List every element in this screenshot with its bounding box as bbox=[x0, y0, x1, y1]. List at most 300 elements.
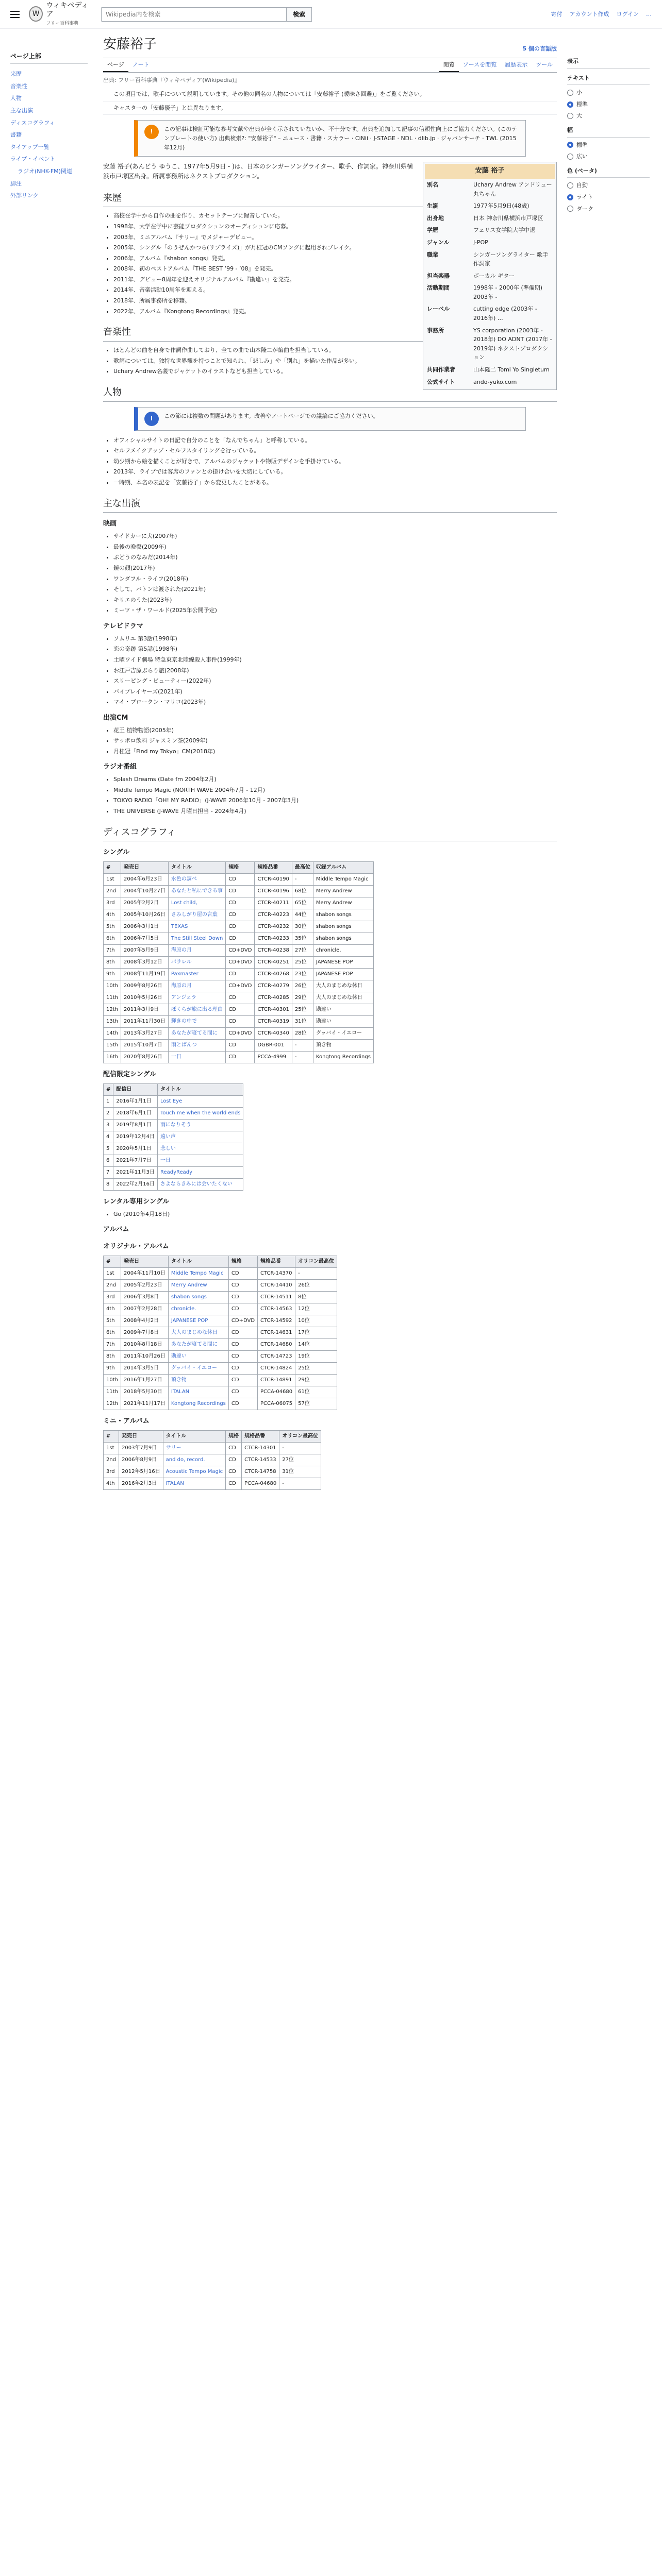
table-cell: 2020年5月1日 bbox=[113, 1143, 158, 1155]
film-item: • そして、バトンは渡された(2021年) bbox=[113, 585, 557, 594]
table-cell: 14th bbox=[104, 1028, 121, 1040]
table-cell: 2006年7月5日 bbox=[121, 933, 168, 945]
create-account-link[interactable]: アカウント作成 bbox=[569, 10, 609, 18]
radio-button[interactable] bbox=[567, 194, 573, 200]
table-cell: 65位 bbox=[292, 897, 313, 909]
table-cell: 7 bbox=[104, 1167, 113, 1179]
table-cell: CTCR-14511 bbox=[258, 1292, 295, 1303]
table-row bbox=[104, 992, 374, 1004]
main-content bbox=[103, 31, 557, 1493]
table-cell[interactable]: さみしがり屋の言葉 bbox=[168, 909, 225, 921]
table-cell: 14位 bbox=[295, 1339, 337, 1351]
table-cell: CD bbox=[226, 969, 255, 980]
table-cell: 頂き物 bbox=[313, 1040, 373, 1052]
list-item: • 2006年、アルバム『shabon songs』発売。 bbox=[113, 254, 557, 263]
table-cell: 8 bbox=[104, 1179, 113, 1191]
table-cell[interactable]: TEXAS bbox=[168, 921, 225, 933]
infobox-row bbox=[425, 179, 555, 200]
film-item: • ミーツ・ザ・ワールド(2025年公開予定) bbox=[113, 606, 557, 615]
table-cell: 2009年7月8日 bbox=[121, 1327, 168, 1339]
table-cell[interactable]: アンジェラ bbox=[168, 992, 225, 1004]
lead-paragraph: 安藤 裕子(あんどう ゆうこ、1977年5月9日 - )は、日本のシンガーソングライター、歌手、作詞家。神奈川県横浜市戸塚区出身。所属事務所はネクストプロダクション。 bbox=[103, 163, 413, 180]
table-header-cell: タイトル bbox=[168, 1256, 228, 1268]
table-cell: 1 bbox=[104, 1096, 113, 1108]
list-item: • 歌詞については、独特な世界観を持つことで知られ、「悲しみ」や「別れ」を描いた作品が多い。 bbox=[113, 357, 557, 366]
list-item: • 2003年、ミニアルバム『サリー』でメジャーデビュー。 bbox=[113, 233, 557, 242]
table-cell: - bbox=[292, 874, 313, 886]
table-cell: 31位 bbox=[279, 1466, 321, 1478]
table-cell: 17位 bbox=[295, 1327, 337, 1339]
table-cell: shabon songs bbox=[313, 921, 373, 933]
table-cell: 2020年8月26日 bbox=[121, 1052, 168, 1063]
option-color[interactable] bbox=[567, 181, 650, 190]
table-cell: 2005年2月2日 bbox=[121, 897, 168, 909]
tab-history[interactable]: 履歴表示 bbox=[505, 61, 528, 69]
table-cell: 2008年11月19日 bbox=[121, 969, 168, 980]
color-heading: 色 (ベータ) bbox=[567, 166, 650, 178]
table-cell[interactable]: Acoustic Tempo Magic bbox=[163, 1466, 226, 1478]
infobox-label: ジャンル bbox=[427, 239, 450, 246]
table-cell[interactable]: 雨になりそう bbox=[157, 1120, 243, 1131]
table-header-cell: タイトル bbox=[168, 862, 225, 874]
infobox-row bbox=[425, 364, 555, 376]
search-input[interactable] bbox=[101, 7, 287, 22]
toc-item[interactable]: 来歴 bbox=[10, 71, 22, 78]
table-cell: 30位 bbox=[292, 921, 313, 933]
toc-sidebar bbox=[10, 52, 88, 202]
option-color[interactable] bbox=[567, 193, 650, 202]
table-header-cell: # bbox=[104, 1256, 121, 1268]
table-cell: Kongtong Recordings bbox=[313, 1052, 373, 1063]
list-item: • オフィシャルサイトの日記で自分のことを「なんでちゃん」と呼称している。 bbox=[113, 436, 557, 445]
table-cell: 2006年3月1日 bbox=[121, 921, 168, 933]
radio-button[interactable] bbox=[567, 182, 573, 189]
table-row bbox=[104, 1303, 337, 1315]
infobox-value: Uchary Andrew アンドリュー 丸ちゃん bbox=[473, 181, 552, 197]
table-cell: CD bbox=[226, 1052, 255, 1063]
radio-button[interactable] bbox=[567, 90, 573, 96]
table-cell: 29位 bbox=[295, 1375, 337, 1386]
table-row bbox=[104, 1339, 337, 1351]
table-cell[interactable]: 頂き物 bbox=[168, 1375, 228, 1386]
jinbutsu-list bbox=[103, 436, 557, 487]
table-row bbox=[104, 1143, 243, 1155]
table-row bbox=[104, 933, 374, 945]
table-cell: 2016年1月1日 bbox=[113, 1096, 158, 1108]
table-cell: CD bbox=[226, 1454, 242, 1466]
table-cell: chronicle. bbox=[313, 945, 373, 957]
table-header-cell: 発売日 bbox=[121, 1256, 168, 1268]
option-label: 小 bbox=[576, 89, 582, 96]
table-cell: CTCR-14680 bbox=[258, 1339, 295, 1351]
option-label: 標準 bbox=[576, 100, 588, 108]
donate-link[interactable]: 寄付 bbox=[551, 10, 562, 18]
tv-item: • 恋の奇跡 第5話(1998年) bbox=[113, 645, 557, 654]
table-cell: 10th bbox=[104, 1375, 121, 1386]
table-cell: 大人のまじめな休日 bbox=[313, 980, 373, 992]
user-links bbox=[551, 10, 652, 19]
table-cell[interactable]: さよならきみには会いたくない bbox=[157, 1179, 243, 1191]
hatnote-distinguish: キャスターの「安藤優子」とは異なります。 bbox=[103, 101, 557, 115]
more-icon[interactable]: … bbox=[646, 10, 652, 18]
table-cell[interactable]: 悲しい bbox=[157, 1143, 243, 1155]
table-cell[interactable]: 大人のまじめな休日 bbox=[168, 1327, 228, 1339]
rental-list bbox=[103, 1210, 557, 1219]
table-cell: CD bbox=[226, 886, 255, 897]
table-cell[interactable]: 一日 bbox=[168, 1052, 225, 1063]
table-cell[interactable]: 一日 bbox=[157, 1155, 243, 1167]
option-text[interactable] bbox=[567, 100, 650, 109]
option-label: 自動 bbox=[576, 182, 588, 189]
wikipedia-logo[interactable] bbox=[29, 2, 91, 26]
table-cell: CTCR-40211 bbox=[255, 897, 292, 909]
table-cell: 2016年2月3日 bbox=[119, 1478, 163, 1489]
section-heading-disco: ディスコグラフィ bbox=[103, 825, 557, 842]
table-cell: 7th bbox=[104, 945, 121, 957]
section-heading-ongaku: 音楽性 bbox=[103, 325, 557, 342]
table-header-cell: 規格 bbox=[228, 1256, 257, 1268]
table-cell: 44位 bbox=[292, 909, 313, 921]
table-cell: 2022年2月16日 bbox=[113, 1179, 158, 1191]
toc-item[interactable]: 外部リンク bbox=[10, 192, 39, 199]
appearance-heading: 表示 bbox=[567, 57, 650, 69]
table-cell: CD+DVD bbox=[226, 957, 255, 969]
toc-item[interactable]: 書籍 bbox=[10, 131, 22, 139]
table-cell[interactable]: グッバイ・イエロー bbox=[168, 1363, 228, 1375]
cm-item: • 花王 植物物語(2005年) bbox=[113, 726, 557, 735]
table-cell: 68位 bbox=[292, 886, 313, 897]
table-cell: 勘違い bbox=[313, 1016, 373, 1028]
search-button[interactable]: 検索 bbox=[287, 7, 312, 22]
table-cell: 26位 bbox=[295, 1280, 337, 1292]
table-cell: 4 bbox=[104, 1131, 113, 1143]
table-cell[interactable]: 勘違い bbox=[168, 1351, 228, 1363]
table-cell: 13th bbox=[104, 1016, 121, 1028]
table-cell[interactable]: Middle Tempo Magic bbox=[168, 1268, 228, 1280]
language-button[interactable]: 5 個の言語版 bbox=[522, 45, 557, 52]
film-item: • 最後の晩餐(2009年) bbox=[113, 543, 557, 552]
table-cell[interactable]: 遠い声 bbox=[157, 1131, 243, 1143]
option-text[interactable] bbox=[567, 111, 650, 121]
table-cell[interactable]: Kongtong Recordings bbox=[168, 1398, 228, 1410]
tv-list bbox=[103, 634, 557, 707]
singles-table bbox=[103, 861, 374, 1063]
table-cell[interactable]: 雨とぱんつ bbox=[168, 1040, 225, 1052]
table-cell: CTCR-14631 bbox=[258, 1327, 295, 1339]
table-cell: CD+DVD bbox=[228, 1315, 257, 1327]
table-cell: 勘違い bbox=[313, 1004, 373, 1016]
table-cell: 2013年3月27日 bbox=[121, 1028, 168, 1040]
table-header-cell: オリコン最高位 bbox=[295, 1256, 337, 1268]
tab-read[interactable]: 閲覧 bbox=[439, 58, 459, 72]
table-cell[interactable]: Lost Eye bbox=[157, 1096, 243, 1108]
list-item: • 2011年、デビュー8周年を迎えオリジナルアルバム『勘違い』を発売。 bbox=[113, 275, 557, 284]
table-cell: 8th bbox=[104, 1351, 121, 1363]
table-cell: CTCR-40268 bbox=[255, 969, 292, 980]
table-row bbox=[104, 1327, 337, 1339]
table-cell: 2004年11月10日 bbox=[121, 1268, 168, 1280]
page-title-text: 安藤裕子 bbox=[103, 37, 157, 52]
table-header-cell: 規格品番 bbox=[258, 1256, 295, 1268]
table-cell: CD bbox=[228, 1363, 257, 1375]
login-link[interactable]: ログイン bbox=[616, 10, 639, 18]
option-width[interactable] bbox=[567, 141, 650, 150]
section-heading-jinbutsu: 人物 bbox=[103, 385, 557, 402]
table-cell: 23位 bbox=[292, 969, 313, 980]
table-cell[interactable]: shabon songs bbox=[168, 1292, 228, 1303]
table-cell[interactable]: サリー bbox=[163, 1442, 226, 1454]
table-cell: PCCA-06075 bbox=[258, 1398, 295, 1410]
table-cell: 10th bbox=[104, 980, 121, 992]
table-cell: 2003年7月9日 bbox=[119, 1442, 163, 1454]
table-cell: CD bbox=[226, 897, 255, 909]
infobox-label: レーベル bbox=[427, 306, 450, 313]
table-cell: CTCR-40223 bbox=[255, 909, 292, 921]
globe-icon: W bbox=[29, 6, 43, 22]
table-cell[interactable]: Merry Andrew bbox=[168, 1280, 228, 1292]
table-cell[interactable]: Touch me when the world ends bbox=[157, 1108, 243, 1120]
list-item: • 1998年、大学在学中に芸能プロダクションのオーディションに応募。 bbox=[113, 222, 557, 231]
table-cell: - bbox=[279, 1442, 321, 1454]
table-cell: CTCR-14370 bbox=[258, 1268, 295, 1280]
table-cell: CD+DVD bbox=[226, 945, 255, 957]
table-cell: 1st bbox=[104, 1442, 119, 1454]
appearance-panel bbox=[567, 52, 650, 216]
subheading-tv: テレビドラマ bbox=[103, 622, 143, 630]
table-cell: 2nd bbox=[104, 886, 121, 897]
table-cell[interactable]: ITALAN bbox=[163, 1478, 226, 1489]
table-cell[interactable]: あなたが寝てる間に bbox=[168, 1339, 228, 1351]
table-cell: 15th bbox=[104, 1040, 121, 1052]
table-cell: 2010年8月18日 bbox=[121, 1339, 168, 1351]
infobox-row bbox=[425, 224, 555, 236]
infobox-value: 1998年 - 2000年 (準備期) 2003年 - bbox=[473, 284, 543, 300]
table-row bbox=[104, 957, 374, 969]
table-cell[interactable]: 水色の調べ bbox=[168, 874, 225, 886]
option-text[interactable] bbox=[567, 88, 650, 97]
table-row bbox=[104, 1375, 337, 1386]
table-cell: CTCR-40196 bbox=[255, 886, 292, 897]
infobox-label: 事務所 bbox=[427, 327, 444, 334]
table-row bbox=[104, 1155, 243, 1167]
table-cell: CTCR-14824 bbox=[258, 1363, 295, 1375]
infobox-value: 1977年5月9日(48歳) bbox=[473, 202, 529, 210]
table-row bbox=[104, 980, 374, 992]
radio-button[interactable] bbox=[567, 101, 573, 108]
table-cell: CD bbox=[226, 874, 255, 886]
table-cell: 2021年11月17日 bbox=[121, 1398, 168, 1410]
table-cell: CTCR-40190 bbox=[255, 874, 292, 886]
section-heading-raireki: 来歴 bbox=[103, 191, 557, 208]
tab-view-source[interactable]: ソースを閲覧 bbox=[462, 61, 497, 69]
citation-notice bbox=[134, 120, 526, 157]
list-item: • 2008年、初のベストアルバム『THE BEST ’99 - ’08』を発売。 bbox=[113, 264, 557, 274]
table-cell: 16th bbox=[104, 1052, 121, 1063]
table-cell[interactable]: and do, record. bbox=[163, 1454, 226, 1466]
table-row bbox=[104, 1280, 337, 1292]
logo-subtitle: フリー百科事典 bbox=[46, 21, 79, 26]
radio-item: • THE UNIVERSE (J-WAVE 月曜日担当 - 2024年4月) bbox=[113, 807, 557, 816]
table-cell: 3rd bbox=[104, 1466, 119, 1478]
table-cell: CD+DVD bbox=[226, 980, 255, 992]
eiga-list bbox=[103, 532, 557, 615]
table-row bbox=[104, 1466, 321, 1478]
table-cell: CTCR-14410 bbox=[258, 1280, 295, 1292]
table-cell: 2 bbox=[104, 1108, 113, 1120]
list-item: • 2005年、シングル「のうぜんかつら(リプライズ)」が月桂冠のCMソングに起用されブレイク。 bbox=[113, 243, 557, 252]
table-cell: CTCR-40233 bbox=[255, 933, 292, 945]
table-cell: 2011年11月30日 bbox=[121, 1016, 168, 1028]
table-cell: 8位 bbox=[295, 1292, 337, 1303]
infobox-label: 担当楽器 bbox=[427, 272, 450, 279]
site-header bbox=[0, 0, 662, 29]
cm-item: • サッポロ飲料 ジャスミン茶(2009年) bbox=[113, 736, 557, 745]
table-row bbox=[104, 886, 374, 897]
table-cell: CTCR-40301 bbox=[255, 1004, 292, 1016]
table-cell: 5th bbox=[104, 1315, 121, 1327]
toc-item[interactable]: ラジオ(NHK-FM)関連 bbox=[18, 167, 72, 175]
table-header-cell: 発売日 bbox=[121, 862, 168, 874]
table-cell[interactable]: Paxmaster bbox=[168, 969, 225, 980]
section-heading-shutsuen: 主な出演 bbox=[103, 497, 557, 513]
table-cell: shabon songs bbox=[313, 909, 373, 921]
table-cell[interactable]: 海原の月 bbox=[168, 945, 225, 957]
table-header-cell: 規格品番 bbox=[242, 1430, 279, 1442]
table-cell: 2012年5月16日 bbox=[119, 1466, 163, 1478]
table-cell: 2005年2月23日 bbox=[121, 1280, 168, 1292]
table-cell: 1st bbox=[104, 1268, 121, 1280]
table-cell: 2011年3月9日 bbox=[121, 1004, 168, 1016]
table-cell: PCCA-04680 bbox=[242, 1478, 279, 1489]
table-cell: 2019年8月1日 bbox=[113, 1120, 158, 1131]
subheading-cm: 出演CM bbox=[103, 714, 128, 722]
table-row bbox=[104, 1096, 243, 1108]
table-cell: - bbox=[279, 1478, 321, 1489]
table-cell: CTCR-40340 bbox=[255, 1028, 292, 1040]
table-cell: CD bbox=[228, 1386, 257, 1398]
tab-talk[interactable]: ノート bbox=[132, 61, 150, 69]
table-cell[interactable]: あなたと私にできる事 bbox=[168, 886, 225, 897]
toc-item[interactable]: 人物 bbox=[10, 95, 22, 102]
table-cell[interactable]: Lost child, bbox=[168, 897, 225, 909]
table-cell: DGBR-001 bbox=[255, 1040, 292, 1052]
table-cell: CD bbox=[228, 1280, 257, 1292]
radio-button[interactable] bbox=[567, 142, 573, 148]
infobox-row bbox=[425, 325, 555, 364]
text-size-heading: テキスト bbox=[567, 74, 650, 86]
table-cell: 9th bbox=[104, 969, 121, 980]
table-header-cell: タイトル bbox=[163, 1430, 226, 1442]
table-cell: shabon songs bbox=[313, 933, 373, 945]
table-row bbox=[104, 1292, 337, 1303]
infobox-label: 別名 bbox=[427, 181, 438, 188]
table-cell[interactable]: パラレル bbox=[168, 957, 225, 969]
table-cell: 5th bbox=[104, 921, 121, 933]
infobox-title: 安藤 裕子 bbox=[425, 164, 555, 179]
list-item: • 2014年、音楽活動10周年を迎える。 bbox=[113, 285, 557, 295]
table-cell: Merry Andrew bbox=[313, 886, 373, 897]
table-header-row bbox=[104, 862, 374, 874]
table-header-row bbox=[104, 1256, 337, 1268]
radio-button[interactable] bbox=[567, 206, 573, 212]
table-cell: CD bbox=[228, 1327, 257, 1339]
table-cell[interactable]: ぼくらが旅に出る理由 bbox=[168, 1004, 225, 1016]
option-label: ダーク bbox=[576, 205, 593, 212]
table-cell: CD bbox=[226, 1016, 255, 1028]
list-item: • 2013年、ライブでは客席のファンとの掛け合いを大切にしている。 bbox=[113, 467, 557, 477]
table-header-cell: 収録アルバム bbox=[313, 862, 373, 874]
table-cell: 10位 bbox=[295, 1315, 337, 1327]
table-cell: 28位 bbox=[292, 1028, 313, 1040]
toc-item[interactable]: ライブ・イベント bbox=[10, 156, 56, 163]
table-cell[interactable]: chronicle. bbox=[168, 1303, 228, 1315]
table-header-cell: 配信日 bbox=[113, 1084, 158, 1096]
infobox-label: 職業 bbox=[427, 251, 438, 258]
table-cell[interactable]: あなたが寝てる間に bbox=[168, 1028, 225, 1040]
table-cell[interactable]: 輝きの中で bbox=[168, 1016, 225, 1028]
table-cell: グッバイ・イエロー bbox=[313, 1028, 373, 1040]
toc-item[interactable]: ディスコグラフィ bbox=[10, 119, 55, 126]
table-cell: CD bbox=[228, 1339, 257, 1351]
table-cell: CD bbox=[228, 1268, 257, 1280]
table-cell: CTCR-40285 bbox=[255, 992, 292, 1004]
list-item: • 一時期、本名の表記を「安藤裕子」から変更したことがある。 bbox=[113, 478, 557, 487]
toc-item[interactable]: タイアップ一覧 bbox=[10, 143, 49, 150]
table-header-cell: # bbox=[104, 1084, 113, 1096]
rental-item: • Go (2010年4月18日) bbox=[113, 1210, 557, 1219]
infobox-row bbox=[425, 303, 555, 324]
table-cell: CD bbox=[226, 1040, 255, 1052]
infobox-row bbox=[425, 200, 555, 212]
option-color[interactable] bbox=[567, 205, 650, 214]
table-cell[interactable]: The Still Steel Down bbox=[168, 933, 225, 945]
table-cell[interactable]: 海原の月 bbox=[168, 980, 225, 992]
table-cell[interactable]: JAPANESE POP bbox=[168, 1315, 228, 1327]
table-row bbox=[104, 1131, 243, 1143]
table-cell: 2004年10月27日 bbox=[121, 886, 168, 897]
table-cell: 8th bbox=[104, 957, 121, 969]
toc-item[interactable]: 主な出演 bbox=[10, 107, 33, 114]
jinbutsu-notice bbox=[134, 407, 526, 431]
main-menu-icon[interactable] bbox=[10, 8, 23, 21]
table-cell[interactable]: ReadyReady bbox=[157, 1167, 243, 1179]
table-cell: 12th bbox=[104, 1004, 121, 1016]
tab-tools[interactable]: ツール bbox=[536, 61, 553, 69]
table-cell: CTCR-40279 bbox=[255, 980, 292, 992]
tab-page[interactable]: ページ bbox=[103, 58, 128, 72]
radio-button[interactable] bbox=[567, 154, 573, 160]
table-cell: 19位 bbox=[295, 1351, 337, 1363]
infobox-row bbox=[425, 376, 555, 388]
subheading-digital: 配信限定シングル bbox=[103, 1071, 157, 1079]
infobox-row bbox=[425, 270, 555, 282]
option-width[interactable] bbox=[567, 152, 650, 161]
table-cell: 26位 bbox=[292, 980, 313, 992]
table-cell[interactable]: ITALAN bbox=[168, 1386, 228, 1398]
toc-item[interactable]: 音楽性 bbox=[10, 82, 27, 90]
citation-notice-text: この記事は検証可能な参考文献や出典が全く示されていないか、不十分です。出典を追加して記事の信頼性向上にご協力ください。(このテンプレートの使い方) 出典検索?: "安藤裕子" – ニュース · 書籍 · スカラー · CiNii · J-STAGE · NDL · dlib.jp · ジャパンサーチ · TWL (2015年12月) bbox=[164, 126, 518, 151]
radio-button[interactable] bbox=[567, 113, 573, 119]
table-cell: CD bbox=[228, 1375, 257, 1386]
option-label: 大 bbox=[576, 112, 582, 120]
table-row bbox=[104, 1386, 337, 1398]
toc-item[interactable]: 脚注 bbox=[10, 180, 22, 187]
table-cell: CTCR-14563 bbox=[258, 1303, 295, 1315]
table-cell: 3rd bbox=[104, 1292, 121, 1303]
infobox-label: 共同作業者 bbox=[427, 366, 455, 374]
jinbutsu-notice-text: この節には複数の問題があります。改善やノートページでの議論にご協力ください。 bbox=[164, 412, 379, 419]
toc-heading: ページ上部 bbox=[10, 52, 88, 64]
